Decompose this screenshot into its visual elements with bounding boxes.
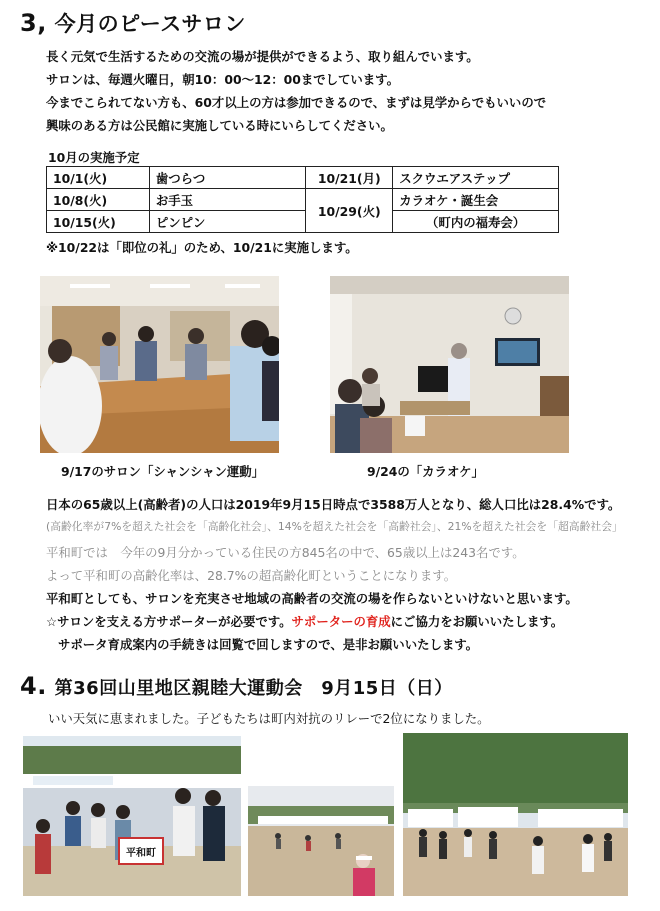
section-4-number: 4. bbox=[20, 672, 47, 700]
intro-line-1: 長く元気で生活するための交流の場が提供ができるよう、取り組んでいます。 bbox=[46, 49, 479, 64]
population-paragraph: 日本の65歳以上(高齢者)の人口は2019年9月15日時点で3588万人となり、総人口比は28.4%です。 bbox=[46, 497, 621, 512]
schedule-heading: 10月の実施予定 bbox=[48, 150, 140, 165]
schedule-event: カラオケ・誕生会 bbox=[393, 189, 559, 211]
karaoke-photo-caption: 9/24の「カラオケ」 bbox=[367, 464, 484, 479]
aging-definition-note: (高齢化率が7%を超えた社会を「高齢化社会」、14%を超えた社会を「高齢社会」、21%を超えた社会を「超高齢社会」 bbox=[46, 520, 623, 533]
schedule-event: ピンピン bbox=[149, 211, 305, 233]
supporter-training-highlight: サポーターの育成 bbox=[291, 614, 391, 629]
schedule-date: 10/29(火) bbox=[306, 189, 393, 233]
intro-line-3: 今までこられてない方も、60才以上の方は参加できるので、まずは見学からでもいいので bbox=[46, 95, 547, 110]
salon-exercise-photo bbox=[40, 276, 279, 453]
supporter-request-paragraph bbox=[46, 612, 563, 630]
town-population-paragraph: 平和町では 今年の9月分かっている住民の方845名の中で、65歳以上は243名です。 bbox=[46, 545, 525, 560]
table-row bbox=[47, 167, 559, 189]
schedule-note: ※10/22は「即位の礼」のため、10/21に実施します。 bbox=[46, 240, 358, 255]
section-4-heading: 第36回山里地区親睦大運動会 9月15日（日） bbox=[54, 678, 453, 699]
supporter-request-tail: にご協力をお願いいたします。 bbox=[390, 614, 564, 629]
karaoke-photo bbox=[330, 276, 569, 453]
sports-day-field-photo bbox=[248, 786, 394, 896]
schedule-event: 歯つらつ bbox=[149, 167, 305, 189]
intro-line-4: 興味のある方は公民館に実施している時にいらしてください。 bbox=[46, 118, 393, 133]
intro-line-2: サロンは、毎週火曜日，朝10：00～12：00までしています。 bbox=[46, 72, 399, 87]
sports-day-summary: いい天気に恵まれました。子どもたちは町内対抗のリレーで2位になりました。 bbox=[48, 711, 490, 726]
sports-day-relay-photo bbox=[403, 733, 628, 896]
supporter-procedure-paragraph: サポータ育成案内の手続きは回覧で回しますので、是非お願いいたします。 bbox=[58, 637, 479, 652]
salon-photo-caption: 9/17のサロン「シャンシャン運動」 bbox=[61, 464, 265, 479]
town-name-sign: 平和町 bbox=[126, 848, 156, 859]
schedule-event: お手玉 bbox=[149, 189, 305, 211]
section-3-heading: 今月のピースサロン bbox=[54, 12, 246, 36]
section-3-number: 3, bbox=[20, 9, 47, 37]
table-row bbox=[47, 189, 559, 211]
section-4-title bbox=[20, 672, 453, 700]
schedule-date: 10/21(月) bbox=[306, 167, 393, 189]
schedule-date: 10/8(火) bbox=[47, 189, 150, 211]
salon-goal-paragraph: 平和町としても、サロンを充実させ地域の高齢者の交流の場を作らないといけないと思います。 bbox=[46, 591, 578, 606]
sports-day-team-photo bbox=[23, 736, 241, 896]
schedule-date: 10/15(火) bbox=[47, 211, 150, 233]
schedule-table bbox=[46, 166, 559, 233]
section-3-title bbox=[20, 8, 246, 38]
town-aging-rate-paragraph: よって平和町の高齢化率は、28.7%の超高齢化町ということになります。 bbox=[46, 568, 457, 583]
schedule-event: （町内の福寿会） bbox=[393, 211, 559, 233]
table-row bbox=[47, 211, 559, 233]
schedule-date: 10/1(火) bbox=[47, 167, 150, 189]
schedule-event: スクウエアステップ bbox=[393, 167, 559, 189]
supporter-request-text: ☆サロンを支える方サポーターが必要です。 bbox=[46, 614, 292, 629]
